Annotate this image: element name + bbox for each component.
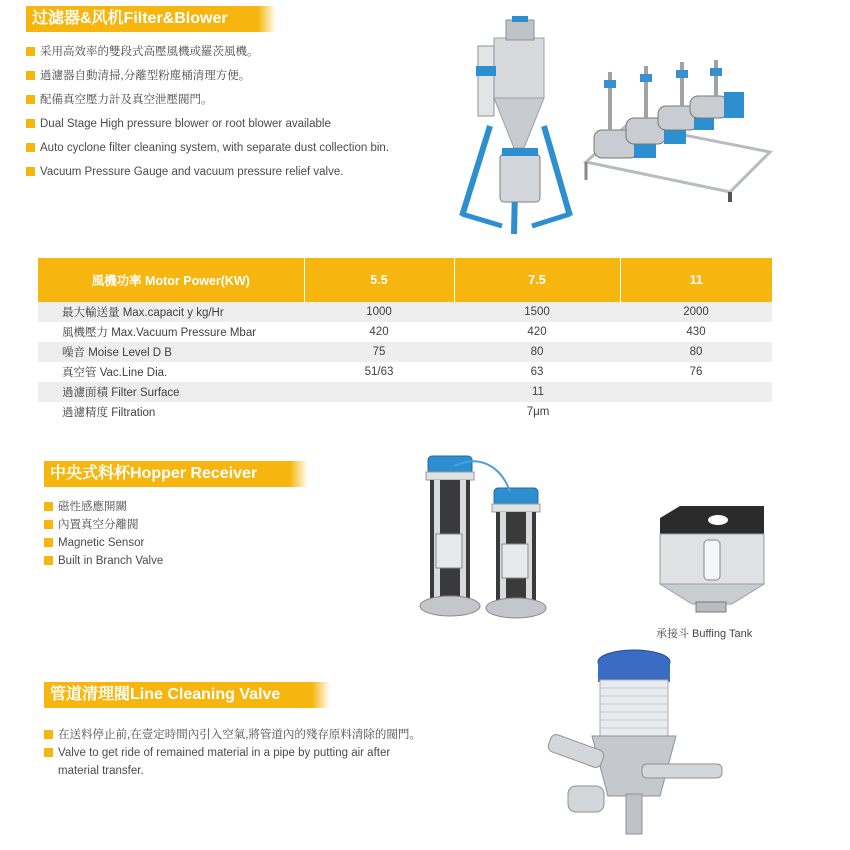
table-cell: 7μm xyxy=(526,406,550,418)
row-label: 風機壓力 Max.Vacuum Pressure Mbar xyxy=(62,327,257,339)
row-label: 過濾精度 Filtration xyxy=(62,407,156,419)
line-cleaning-valve-image xyxy=(542,646,742,842)
row-label: 最大輸送量 Max.capacit y kg/Hr xyxy=(38,302,304,322)
hopper-bullet-list xyxy=(44,498,304,570)
list-item: Auto cyclone filter cleaning system, with separate dust collection bin. xyxy=(26,136,466,160)
table-cell: 420 xyxy=(369,326,389,338)
bullet-square-icon xyxy=(44,538,53,547)
bullet-square-icon xyxy=(44,730,53,739)
table-cell: 11 xyxy=(304,382,772,402)
table-header-cell: 5.5 xyxy=(304,258,454,302)
filter-blower-title: 过滤器&风机Filter&Blower xyxy=(26,6,258,32)
table-cell: 1500 xyxy=(454,302,620,322)
table-header-cell: 風機功率 Motor Power(KW) xyxy=(38,258,304,302)
buffing-tank-caption: 承接斗 Buffing Tank xyxy=(656,628,753,640)
table-cell: 63 xyxy=(530,366,544,378)
list-item: 在送料停止前,在壹定時間內引入空氣,將管道內的殘存原料清除的閥門。 xyxy=(44,726,514,744)
list-item: Built in Branch Valve xyxy=(44,552,304,570)
table-cell: 75 xyxy=(304,342,454,362)
hopper-receiver-title: 中央式料杯Hopper Receiver xyxy=(44,461,290,487)
bullet-square-icon xyxy=(44,520,53,529)
list-item: Valve to get ride of remained material in a pipe by putting air after xyxy=(44,744,514,762)
cyclone-filter-image xyxy=(452,16,582,236)
table-row xyxy=(38,382,772,402)
table-row xyxy=(38,302,772,322)
bullet-square-icon xyxy=(44,502,53,511)
list-item: 配備真空壓力計及真空泄壓閥門。 xyxy=(26,88,466,112)
table-cell: 420 xyxy=(527,326,547,338)
list-item: 內置真空分離閥 xyxy=(44,516,304,534)
list-item: 過濾器自動清掃,分離型粉塵桶清理方便。 xyxy=(26,64,466,88)
row-label: 真空管 Vac.Line Dia. xyxy=(62,367,168,379)
table-cell: 51/63 xyxy=(364,366,394,378)
bullet-square-icon xyxy=(44,748,53,757)
list-item: 磁性感應開關 xyxy=(44,498,304,516)
blower-station-image xyxy=(580,52,776,204)
row-label: 噪音 Moise Level D B xyxy=(38,342,304,362)
table-row xyxy=(38,362,772,382)
table-row xyxy=(38,322,772,342)
filter-bullet-list xyxy=(26,40,466,184)
table-header-cell: 7.5 xyxy=(454,258,620,302)
bullet-square-icon xyxy=(26,71,35,80)
line-cleaning-valve-title: 管道清理閥Line Cleaning Valve xyxy=(44,682,312,708)
bullet-square-icon xyxy=(44,556,53,565)
hopper-receiver-image xyxy=(414,452,564,620)
spec-table xyxy=(38,258,772,422)
list-item: Vacuum Pressure Gauge and vacuum pressure relief valve. xyxy=(26,160,466,184)
list-item: material transfer. xyxy=(58,765,144,777)
table-cell: 430 xyxy=(686,326,706,338)
table-row xyxy=(38,342,772,362)
list-item: 采用高效率的雙段式高壓風機或羅茨風機。 xyxy=(26,40,466,64)
table-header-row xyxy=(38,258,772,302)
list-item: Dual Stage High pressure blower or root blower available xyxy=(26,112,466,136)
bullet-square-icon xyxy=(26,95,35,104)
bullet-square-icon xyxy=(26,143,35,152)
table-row xyxy=(38,402,772,422)
table-cell: 76 xyxy=(689,366,703,378)
table-cell: 80 xyxy=(454,342,620,362)
bullet-square-icon xyxy=(26,167,35,176)
bullet-square-icon xyxy=(26,119,35,128)
table-header-cell: 11 xyxy=(620,258,772,302)
list-item: Magnetic Sensor xyxy=(44,534,304,552)
buffing-tank-image xyxy=(652,504,772,614)
table-cell: 1000 xyxy=(304,302,454,322)
table-cell: 80 xyxy=(620,342,772,362)
row-label: 過濾面積 Filter Surface xyxy=(38,382,304,402)
bullet-square-icon xyxy=(26,47,35,56)
table-cell: 2000 xyxy=(620,302,772,322)
line-valve-bullet-list xyxy=(44,726,514,780)
